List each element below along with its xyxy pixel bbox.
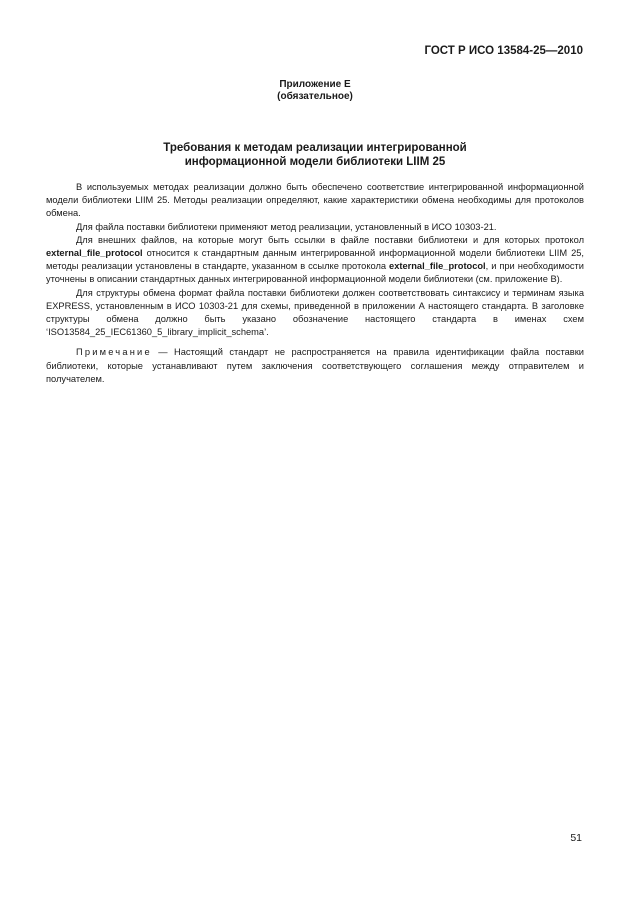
paragraph-3-part-c: относится к стандартным данным интегрированной информационной модели библиотеки LIIM 25, методы реализации установлены в стандарте, указанном в ссылке протокола bbox=[46, 248, 584, 272]
paragraph-2: Для файла поставки библиотеки применяют метод реализации, установленный в ИСО 10303-21. bbox=[76, 221, 497, 232]
paragraph-3-part-e: , и при необходимости уточнены в описании стандартных данных интегрированной информационной модели библиотеки (см. приложение В). bbox=[46, 261, 584, 285]
annex-status: (обязательное) bbox=[277, 91, 353, 102]
protocol-term-1: external_file_protocol bbox=[46, 248, 143, 259]
document-header: ГОСТ Р ИСО 13584-25—2010 bbox=[424, 45, 583, 57]
protocol-term-2: external_file_protocol bbox=[389, 261, 486, 272]
section-title-line-1: Требования к методам реализации интегрированной bbox=[163, 142, 467, 154]
page-number: 51 bbox=[570, 832, 582, 844]
paragraph-1: В используемых методах реализации должно быть обеспечено соответствие интегрированной информационной модели библиотеки LIIM 25. Методы реализации определяют, какие характеристики обмена необходимы для протоколов обмена. bbox=[46, 182, 584, 219]
note-label: Примечание bbox=[76, 347, 152, 358]
annex-heading bbox=[0, 79, 630, 103]
paragraph-4: Для структуры обмена формат файла поставки библиотеки должен соответствовать синтаксису и терминам языка EXPRESS, установленным в ИСО 10303-21 для схемы, приведенной в приложении А настоящего стандарта. В заголовке структуры обмена должно быть указано обозначение настоящего стандарта в именах схем ‘ISO13584_25_IEC61360_5_library_implicit_schema’. bbox=[46, 287, 584, 338]
section-title-line-2: информационной модели библиотеки LIIM 25 bbox=[184, 156, 446, 168]
annex-label: Приложение Е bbox=[279, 79, 351, 90]
paragraph-3-part-a: Для внешних файлов, на которые могут быть ссылки в файле поставки библиотеки и для которых протокол bbox=[76, 234, 584, 245]
note bbox=[46, 346, 584, 386]
note-text: — Настоящий стандарт не распространяется на правила идентификации файла поставки библиотеки, которые устанавливают путем заключения соответствующего соглашения между отправителем и получателем. bbox=[46, 347, 584, 384]
paragraph-3 bbox=[46, 234, 584, 287]
body-text bbox=[46, 181, 584, 386]
section-title bbox=[0, 141, 630, 169]
